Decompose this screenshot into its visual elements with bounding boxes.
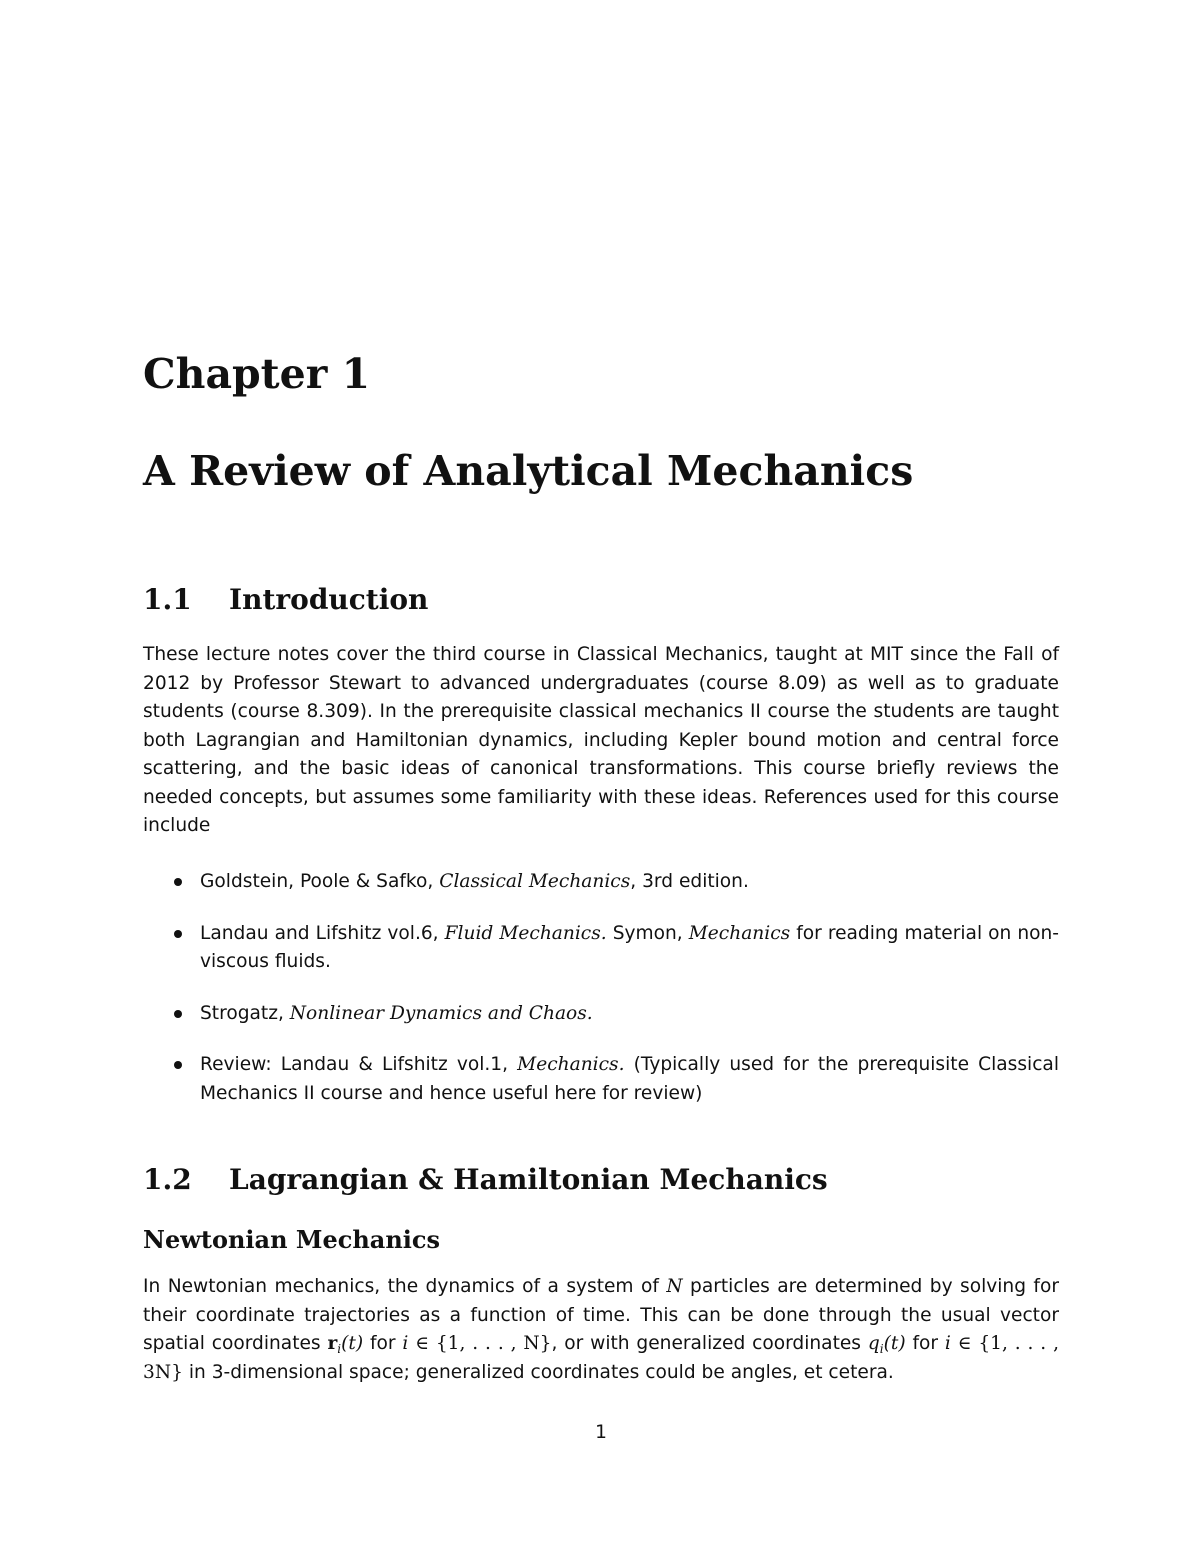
chapter-title: A Review of Analytical Mechanics (143, 447, 914, 495)
reference-item (143, 1000, 1059, 1029)
reference-book-title: Mechanics. (517, 1054, 625, 1075)
section-heading-introduction (143, 582, 428, 618)
reference-book-title: Fluid Mechanics. (444, 922, 607, 944)
reference-text: , 3rd edition. (630, 871, 749, 892)
chapter-label: Chapter 1 (143, 350, 371, 398)
section-heading-lagrangian (143, 1162, 828, 1198)
reference-text: Symon, (606, 922, 689, 944)
reference-text: Strogatz, (200, 1002, 290, 1024)
reference-text: (Typically used for the prerequisite Classical Mechanics II course and hence useful here for review) (200, 1054, 1059, 1104)
section-number: 1.2 (143, 1163, 192, 1196)
page-number: 1 (595, 1422, 607, 1443)
reference-item (143, 1051, 1059, 1108)
reference-item (143, 920, 1059, 977)
references-list (143, 868, 1059, 1108)
section-title: Lagrangian & Hamiltonian Mechanics (229, 1163, 828, 1196)
reference-text: Landau and Lifshitz vol.6, (200, 922, 445, 944)
reference-item (143, 868, 1059, 897)
reference-text: Review: Landau & Lifshitz vol.1, (200, 1054, 518, 1075)
reference-text: for reading material on non-viscous fluids. (200, 922, 1060, 972)
bullet-icon (174, 930, 182, 938)
section-number: 1.1 (143, 583, 192, 616)
bullet-icon (174, 1061, 182, 1069)
reference-book-title: Nonlinear Dynamics and Chaos. (289, 1002, 593, 1024)
section-title: Introduction (229, 583, 429, 616)
reference-text: Goldstein, Poole & Safko, (200, 871, 440, 892)
reference-book-title: Mechanics (688, 922, 791, 944)
bullet-icon (174, 1010, 182, 1018)
bullet-icon (174, 878, 182, 886)
reference-book-title: Classical Mechanics (439, 871, 631, 892)
intro-paragraph: These lecture notes cover the third course in Classical Mechanics, taught at MIT since the Fall of 2012 by Professor Stewart to advanced undergraduates (course 8.09) as well as to graduate students (course 8.309). In the prerequisite classical mechanics II course the students are taught both Lagrangian and Hamiltonian dynamics, including Kepler bound motion and central force scattering, and the basic ideas of canonical transformations. This course briefly reviews the needed concepts, but assumes some familiarity with these ideas. References used for this course include (143, 644, 1059, 836)
subsection-heading-newtonian: Newtonian Mechanics (143, 1225, 441, 1254)
document-page (143, 0, 1059, 1553)
newtonian-paragraph: In Newtonian mechanics, the dynamics of a system of N particles are determined by solving for their coordinate trajectories as a function of time. This can be done through the usual vector spatial coordinates $r_i(t)$ for i ∈ {1, . . . , N}, or with generalized coordinates $q_i(t)$ for i ∈ {1, . . . , 3N} in 3-dimensional space; generalized coordinates could be angles, et cetera. (143, 1276, 1059, 1383)
